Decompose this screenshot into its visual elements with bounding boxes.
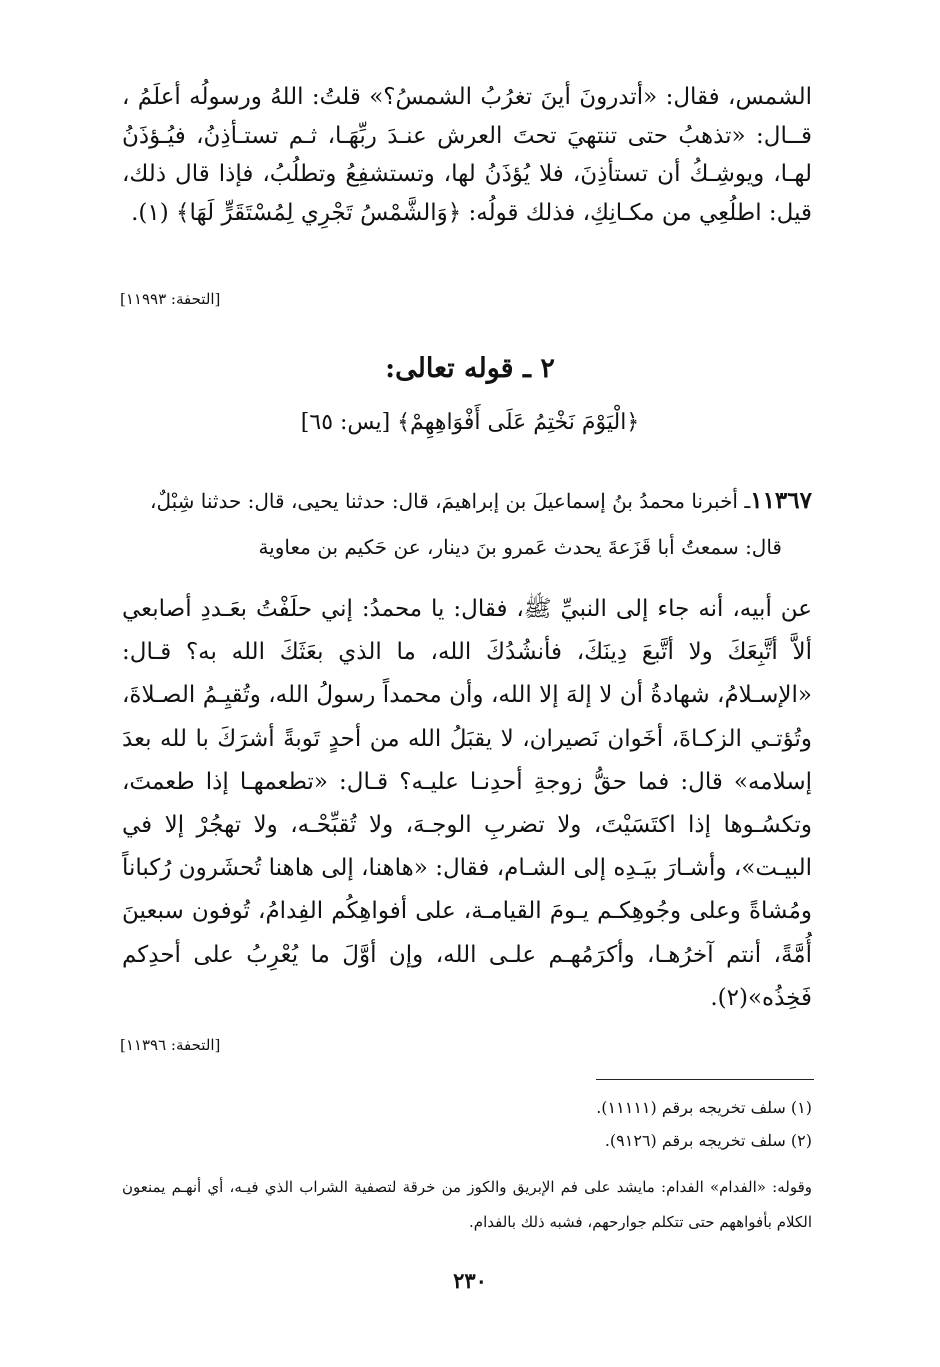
footnote: (٢) سلف تخريجه برقم (٩١٢٦). (604, 1131, 812, 1150)
explanatory-note: وقوله: «الفدام» الفدام: مايشد على فم الإبريق والكوز من خرقة لتصفية الشراب الذي فيـه، أي أنهـم يمنعون الكلام بأفواههم حتى تتكلم جوارحهم، فشبه ذلك بالفدام. (122, 1178, 812, 1231)
tuhfa-reference: [التحفة: ١١٩٩٣] (120, 290, 221, 308)
hadith-chain-line2: قال: سمعتُ أبا قَزَعةَ يحدث عَمرو بنَ دينار، عن حَكيم بن معاوية (258, 535, 782, 559)
tuhfa-reference: [التحفة: ١١٣٩٦] (120, 1036, 221, 1054)
hadith-chain (122, 478, 812, 570)
hadith-chain-line1: ـ أخبرنا محمدُ بنُ إسماعيلَ بن إبراهيمَ، قال: حدثنا يحيى، قال: حدثنا شِبْلٌ، (150, 489, 751, 513)
paragraph-continued: الشمس، فقال: «أتدرونَ أينَ تغرُبُ الشمسُ؟» قلتُ: اللهُ ورسولُه أعلَمُ ، قــال: «تذهبُ حتى تنتهيَ تحتَ العرش عنـدَ ربِّهَـا، ثـم تستـأذِنُ، فيُـؤذَنُ لهـا، ويوشِـكُ أن تستأذِنَ، فلا يُؤذَنُ لها، وتستشفِعُ وتطلُبُ، فإذا قال ذلك، قيل: اطلُعِي من مكـانِكِ، فذلك قولُه: ﴿وَالشَّمْسُ تَجْرِي لِمُسْتَقَرٍّ لَهَا﴾ (١). (122, 84, 812, 226)
hadith-number: ١١٣٦٧ (750, 487, 812, 514)
hadith-text: عن أبيه، أنه جاء إلى النبيِّ ﷺ، فقال: يا محمدُ: إني حلَفْتُ بعَـددِ أصابعي ألاَّ أتَّبِعَكَ ولا أتَّبعَ دِينَكَ، فأنشُدُكَ الله، ما الذي بعَثَكَ الله به؟ قـال: «الإسـلامُ، شهادةُ أن لا إلهَ إلا الله، وأن محمداً رسولُ الله، وتُقيِـمُ الصـلاةَ، وتُؤتـي الزكـاةَ، أخَوان نَصيران، لا يقبَلُ الله من أحدٍ تَوبةً أشرَكَ با لله بعدَ إسلامه» قال: فما حقُّ زوجةِ أحدِنـا عليـه؟ قـال: «تطعمهـا إذا طعمتَ، وتكسُـوها إذا اكتَسَيْتَ، ولا تضربِ الوجـهَ، ولا تُقبِّحْـه، ولا تهجُرْ إلا في البيـت»، وأشـارَ بيَـدِه إلى الشـام، فقال: «هاهنا، إلى هاهنا تُحشَرون رُكباناً ومُشاةً وعلى وجُوهِكـم يـومَ القيامـة، على أفواهِكُم الفِدامُ، تُوفون سبعينَ أُمَّةً، أنتم آخرُهـا، وأكرَمُهـم علـى الله، وإن أوَّلَ ما يُعْرِبُ على أحدِكم فَخِذُه»(٢). (122, 596, 812, 1011)
quran-verse: ﴿الْيَوْمَ نَخْتِمُ عَلَى أَفْوَاهِهِمْ﴾ [يس: ٦٥] (300, 410, 640, 435)
footnote-divider (596, 1079, 814, 1080)
section-heading: ٢ ـ قوله تعالى: (385, 353, 555, 384)
footnote: (١) سلف تخريجه برقم (١١١١١). (596, 1098, 812, 1117)
page-number: ٢٣٠ (453, 1268, 487, 1293)
